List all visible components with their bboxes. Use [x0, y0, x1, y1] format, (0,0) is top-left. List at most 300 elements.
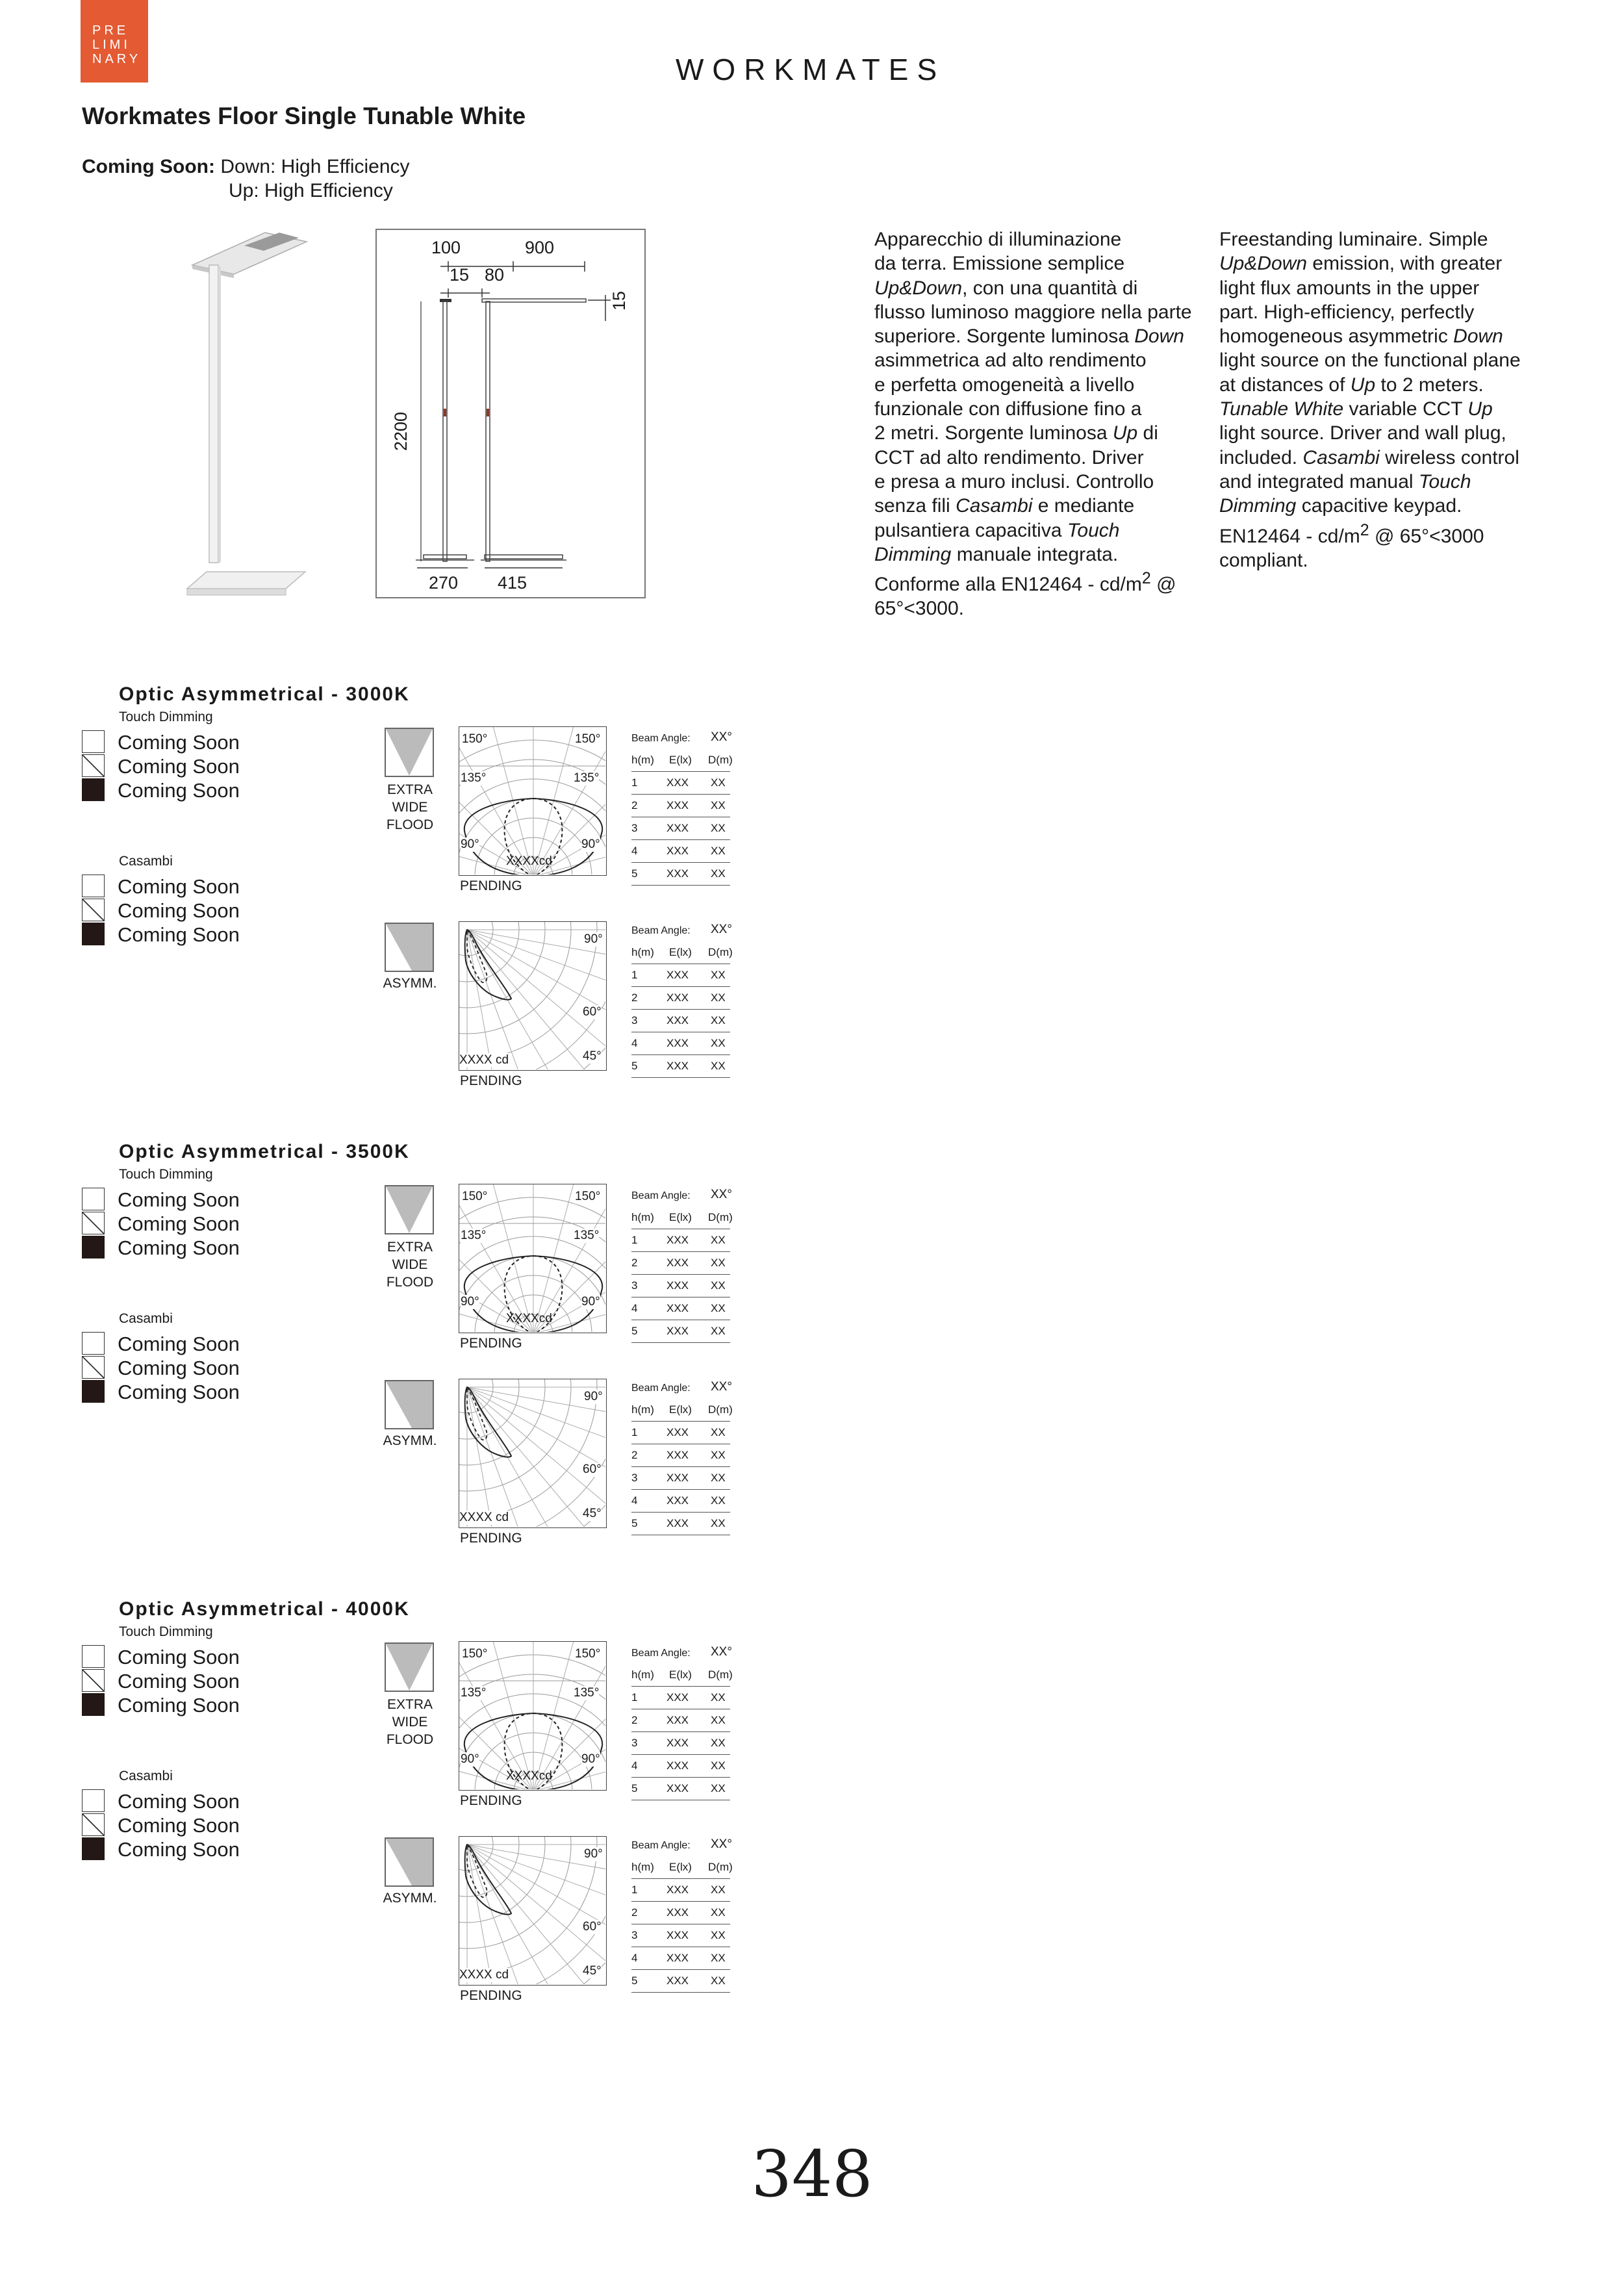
table-cell: XX: [711, 1929, 726, 1941]
description-line: Up&Down emission, with greater: [1219, 253, 1503, 275]
table-row: [631, 1466, 730, 1490]
description-line: e perfetta omogeneità a livello: [874, 374, 1135, 396]
option-checkbox: [82, 1188, 105, 1210]
option-label: Coming Soon: [118, 1212, 240, 1235]
option-label: Coming Soon: [118, 875, 240, 898]
table-header-cell: D(m): [708, 754, 733, 766]
table-cell: XX: [711, 1782, 726, 1795]
table-row: [631, 1320, 730, 1343]
table-row: [631, 1444, 730, 1467]
description-line: 65°<3000.: [874, 598, 964, 620]
polar-chart-upper: [459, 1641, 607, 1791]
product-title: Workmates Floor Single Tunable White: [82, 103, 526, 129]
polar-angle: 60°: [583, 1005, 602, 1019]
table-header-cell: D(m): [708, 1861, 733, 1873]
polar-angle: 135°: [461, 771, 487, 785]
table-cell: 3: [631, 1279, 638, 1292]
table-cell: XX: [711, 776, 726, 789]
section-title: Optic Asymmetrical - 4000K: [119, 1598, 410, 1620]
preliminary-badge: [81, 0, 148, 83]
badge-line: PRE: [92, 23, 129, 38]
table-header-cell: D(m): [708, 946, 733, 958]
polar-angle: 90°: [461, 837, 479, 851]
grid-circle: [459, 1379, 597, 1517]
option-label: Coming Soon: [118, 1236, 240, 1259]
product-image: [182, 227, 318, 604]
table-cell: 1: [631, 1691, 638, 1704]
polar-chart-upper: [459, 1184, 607, 1333]
coming-soon-label: Coming Soon:: [82, 156, 215, 177]
option-checkbox: [82, 730, 105, 753]
page-number: 348: [751, 2138, 873, 2212]
optic-icon-asymm: [385, 1380, 434, 1429]
optic-icon-shape: [386, 1186, 433, 1233]
description-line: Apparecchio di illuminazione: [874, 229, 1122, 250]
description-line: Dimming manuale integrata.: [874, 543, 1119, 565]
optic-label-line: EXTRA: [387, 782, 433, 797]
section-title: Optic Asymmetrical - 3500K: [119, 1141, 410, 1162]
option-checkbox: [82, 1693, 105, 1716]
table-header: [631, 1398, 733, 1422]
table-cell: XX: [711, 1426, 726, 1438]
dim-270: 270: [429, 573, 459, 593]
dim-415: 415: [498, 573, 527, 593]
table-cell: XX: [711, 1234, 726, 1246]
description-line: e presa a muro inclusi. Controllo: [874, 470, 1154, 492]
description-line: Conforme alla $EN12464 - cd/m^2$ @: [874, 569, 1176, 596]
beam-angle-value: XX°: [711, 1645, 732, 1659]
table-row: [631, 1924, 730, 1947]
option-row: [82, 1789, 240, 1813]
table-row: [631, 1297, 730, 1320]
table-cell: XX: [711, 1759, 726, 1772]
table-cell: XX: [711, 1906, 726, 1919]
table-cell: XX: [711, 799, 726, 811]
table-cell: XXX: [666, 1325, 689, 1337]
description-line: Up&Down, con una quantità di: [874, 277, 1138, 299]
option-row: [82, 1212, 240, 1236]
beam-angle-value: XX°: [711, 923, 732, 936]
polar-angle: 135°: [574, 771, 600, 785]
table-cell: XXX: [666, 776, 689, 789]
table-row: [631, 1878, 730, 1902]
table-cell: 4: [631, 1037, 638, 1049]
optic-label-line: FLOOD: [386, 1732, 434, 1747]
description-line: compliant.: [1219, 549, 1308, 571]
polar-angle: 90°: [584, 1847, 603, 1861]
table-cell: 4: [631, 1494, 638, 1507]
beam-angle-value: XX°: [711, 1380, 732, 1394]
option-checkbox: [82, 778, 105, 801]
table-cell: 3: [631, 822, 638, 834]
table-cell: XX: [711, 1517, 726, 1529]
table-cell: XXX: [666, 1234, 689, 1246]
optic-label-line: WIDE: [392, 1715, 428, 1730]
table-cell: 2: [631, 1257, 638, 1269]
pending-label: PENDING: [460, 1531, 522, 1546]
beam-angle-label: Beam Angle:: [631, 1383, 691, 1394]
grid-circle: [459, 922, 571, 1034]
option-checkbox: [82, 1236, 105, 1258]
beam-angle-value: XX°: [711, 730, 732, 744]
table-row: [631, 1054, 730, 1078]
dim-15b: 15: [609, 290, 629, 311]
description-line: Tunable White variable CCT Up: [1219, 398, 1493, 420]
polar-chart-lower: [459, 1836, 607, 1986]
grid-ray: [533, 1188, 605, 1332]
description-line: CCT ad alto rendimento. Driver: [874, 446, 1144, 468]
option-row: [82, 899, 240, 923]
polar-angle: 135°: [461, 1686, 487, 1700]
table-cell: XXX: [666, 867, 689, 880]
option-row: [82, 1356, 240, 1380]
table-cell: 5: [631, 1517, 638, 1529]
beam-angle-label: Beam Angle:: [631, 1190, 691, 1201]
table-cell: XX: [711, 1257, 726, 1269]
table-header-cell: h(m): [631, 754, 654, 766]
beam-table: [631, 730, 735, 886]
table-cell: XXX: [666, 1714, 689, 1726]
description-line: Freestanding luminaire. Simple: [1219, 229, 1488, 250]
table-header-cell: E(lx): [669, 1403, 692, 1416]
table-header-cell: h(m): [631, 1403, 654, 1416]
table-cell: 5: [631, 1060, 638, 1072]
table-cell: 1: [631, 1426, 638, 1438]
grid-ray: [533, 1645, 605, 1789]
polar-cd: XXXX cd: [459, 1053, 509, 1067]
dimension-drawing: [375, 229, 646, 598]
description-line: superiore. Sorgente luminosa Down: [874, 326, 1184, 348]
table-row: [631, 1421, 730, 1444]
option-label: Coming Soon: [118, 1814, 240, 1837]
table-cell: 4: [631, 1952, 638, 1964]
polar-angle: 90°: [461, 1295, 479, 1309]
table-header-cell: D(m): [708, 1403, 733, 1416]
table-cell: 2: [631, 991, 638, 1004]
optic-icon-shape: [386, 1644, 433, 1691]
table-cell: XX: [711, 1060, 726, 1072]
option-row: [82, 1837, 240, 1861]
optic-label-asymm: ASYMM.: [383, 1891, 437, 1906]
table-header-cell: D(m): [708, 1668, 733, 1681]
polar-angle: 90°: [581, 837, 600, 851]
beam-angle-label: Beam Angle:: [631, 733, 691, 744]
table-cell: XXX: [666, 1974, 689, 1987]
option-label: Coming Soon: [118, 1694, 240, 1717]
beam-table: [631, 1837, 735, 1993]
table-cell: 3: [631, 1929, 638, 1941]
optic-icon-asymm: [385, 1837, 434, 1887]
polar-angle: 60°: [583, 1920, 602, 1934]
optic-icon-extra: [385, 1185, 434, 1234]
table-row: [631, 1777, 730, 1800]
polar-cd: XXXX cd: [459, 1511, 509, 1524]
description-line: flusso luminoso maggiore nella parte: [874, 301, 1192, 323]
table-cell: 4: [631, 1759, 638, 1772]
table-cell: 5: [631, 867, 638, 880]
dim-2200: 2200: [391, 411, 411, 451]
table-cell: 3: [631, 1472, 638, 1484]
table-cell: 1: [631, 969, 638, 981]
polar-cd: XXXXcd: [506, 1312, 552, 1325]
option-checkbox: [82, 1669, 105, 1692]
table-row: [631, 794, 730, 817]
option-row: [82, 1813, 240, 1837]
option-label: Coming Soon: [118, 755, 240, 778]
option-label: Coming Soon: [118, 1670, 240, 1693]
polar-angle: 150°: [462, 1647, 488, 1661]
table-cell: XX: [711, 969, 726, 981]
table-cell: XX: [711, 1714, 726, 1726]
grid-ray: [467, 930, 505, 1069]
table-cell: 5: [631, 1974, 638, 1987]
polar-angle: 90°: [581, 1295, 600, 1309]
brand-title: WORKMATES: [676, 53, 946, 86]
grid-circle: [459, 1837, 597, 1974]
table-cell: XX: [711, 1037, 726, 1049]
option-label: Coming Soon: [118, 731, 240, 754]
pending-label: PENDING: [460, 878, 522, 893]
dim-15a: 15: [450, 265, 470, 285]
optic-label-line: WIDE: [392, 1257, 428, 1272]
polar-angle: 45°: [583, 1964, 602, 1978]
beam-angle-label: Beam Angle:: [631, 1648, 691, 1659]
casambi-label: Casambi: [119, 854, 173, 869]
badge-line: NARY: [92, 52, 142, 66]
table-row: [631, 1512, 730, 1535]
option-label: Coming Soon: [118, 923, 240, 946]
description-line: included. Casambi wireless control: [1219, 446, 1519, 468]
polar-angle: 135°: [574, 1686, 600, 1700]
polar-angle: 90°: [584, 932, 603, 946]
table-cell: 2: [631, 1714, 638, 1726]
pending-label: PENDING: [460, 1793, 522, 1808]
optic-icon-shape: [386, 924, 433, 971]
beam-angle-value: XX°: [711, 1188, 732, 1201]
table-cell: XX: [711, 1302, 726, 1314]
polar-angle: 135°: [574, 1229, 600, 1242]
table-cell: XXX: [666, 1952, 689, 1964]
table-cell: 2: [631, 1906, 638, 1919]
option-row: [82, 1236, 240, 1260]
option-checkbox: [82, 899, 105, 921]
description-line: light source. Driver and wall plug,: [1219, 422, 1506, 444]
option-row: [82, 778, 240, 802]
option-label: Coming Soon: [118, 1790, 240, 1813]
optic-label-extra: [374, 1696, 446, 1748]
polar-angle: 150°: [575, 732, 601, 746]
table-cell: XXX: [666, 969, 689, 981]
option-row: [82, 1188, 240, 1212]
description-italian: [874, 227, 1202, 621]
option-row: [82, 730, 240, 754]
option-row: [82, 923, 240, 947]
optic-icon-asymm: [385, 923, 434, 972]
table-header-cell: D(m): [708, 1211, 733, 1223]
table-row: [631, 1489, 730, 1513]
polar-angle: 45°: [583, 1507, 602, 1520]
description-line: senza fili Casambi e mediante: [874, 495, 1135, 517]
option-row: [82, 1693, 240, 1717]
optic-label-line: FLOOD: [386, 817, 434, 832]
table-header: [631, 941, 733, 964]
polar-angle: 150°: [575, 1190, 601, 1203]
description-line: asimmetrica ad alto rendimento: [874, 350, 1147, 372]
table-cell: XX: [711, 1325, 726, 1337]
description-line: light flux amounts in the upper: [1219, 277, 1480, 299]
grid-ray: [533, 730, 605, 875]
table-header-cell: E(lx): [669, 1668, 692, 1681]
optic-label-line: WIDE: [392, 800, 428, 815]
option-row: [82, 1332, 240, 1356]
touch-dimming-label: Touch Dimming: [119, 1167, 213, 1182]
table-cell: XX: [711, 1884, 726, 1896]
polar-chart-lower: [459, 1379, 607, 1528]
option-checkbox: [82, 1837, 105, 1860]
table-cell: XX: [711, 867, 726, 880]
optic-label-extra: [374, 781, 446, 834]
table-header-cell: E(lx): [669, 754, 692, 766]
polar-angle: 90°: [584, 1390, 603, 1403]
table-cell: 1: [631, 1234, 638, 1246]
option-row: [82, 1669, 240, 1693]
table-cell: XX: [711, 822, 726, 834]
table-cell: XXX: [666, 991, 689, 1004]
option-row: [82, 1380, 240, 1404]
table-row: [631, 1009, 730, 1032]
table-header-cell: h(m): [631, 946, 654, 958]
table-cell: 4: [631, 1302, 638, 1314]
casambi-label: Casambi: [119, 1769, 173, 1783]
description-line: 2 metri. Sorgente luminosa Up di: [874, 422, 1158, 444]
option-label: Coming Soon: [118, 1188, 240, 1211]
description-line: and integrated manual Touch: [1219, 470, 1471, 492]
table-header: [631, 748, 733, 772]
table-row: [631, 986, 730, 1010]
table-cell: XX: [711, 1737, 726, 1749]
table-row: [631, 771, 730, 795]
table-cell: XXX: [666, 1426, 689, 1438]
grid-circle: [459, 922, 597, 1060]
optic-label-line: FLOOD: [386, 1275, 434, 1290]
option-row: [82, 1645, 240, 1669]
coming-soon-down: Down: High Efficiency: [220, 156, 410, 177]
section-title: Optic Asymmetrical - 3000K: [119, 683, 410, 705]
table-row: [631, 1901, 730, 1924]
option-checkbox: [82, 1356, 105, 1379]
option-checkbox: [82, 1380, 105, 1403]
beam-angle-value: XX°: [711, 1837, 732, 1851]
table-cell: XXX: [666, 1302, 689, 1314]
description-line: homogeneous asymmetric Down: [1219, 326, 1503, 348]
polar-angle: 150°: [575, 1647, 601, 1661]
grid-ray: [467, 1387, 505, 1527]
table-cell: XXX: [666, 845, 689, 857]
grid-circle: [459, 1379, 571, 1491]
table-cell: XX: [711, 845, 726, 857]
polar-cd: XXXX cd: [459, 1968, 509, 1982]
table-header: [631, 1856, 733, 1879]
option-checkbox: [82, 1212, 105, 1234]
table-row: [631, 862, 730, 886]
table-header-cell: h(m): [631, 1861, 654, 1873]
option-checkbox: [82, 923, 105, 945]
badge-line: LIMI: [92, 38, 131, 52]
table-cell: XXX: [666, 1472, 689, 1484]
description-line: $EN12464 - cd/m^2$ @ 65°<3000: [1219, 520, 1484, 547]
photometric-curve: [465, 1387, 511, 1457]
option-label: Coming Soon: [118, 1333, 240, 1355]
table-cell: XX: [711, 1494, 726, 1507]
description-line: pulsantiera capacitiva Touch: [874, 519, 1120, 541]
option-label: Coming Soon: [118, 1357, 240, 1379]
grid-ray: [467, 1845, 577, 1984]
pending-label: PENDING: [460, 1073, 522, 1088]
table-cell: 3: [631, 1014, 638, 1027]
table-cell: XX: [711, 1691, 726, 1704]
option-checkbox: [82, 754, 105, 777]
option-checkbox: [82, 1645, 105, 1668]
beam-table: [631, 1380, 735, 1536]
polar-angle: 90°: [461, 1752, 479, 1766]
optic-label-line: EXTRA: [387, 1240, 433, 1255]
table-row: [631, 1969, 730, 1993]
polar-angle: 45°: [583, 1049, 602, 1063]
polar-angle: 150°: [462, 732, 488, 746]
table-cell: XXX: [666, 1279, 689, 1292]
casambi-label: Casambi: [119, 1311, 173, 1326]
description-english: [1219, 227, 1547, 572]
table-cell: XXX: [666, 1884, 689, 1896]
beam-angle-label: Beam Angle:: [631, 925, 691, 936]
optic-icon-extra: [385, 728, 434, 777]
grid-ray: [467, 1845, 505, 1984]
table-cell: 2: [631, 1449, 638, 1461]
table-cell: XXX: [666, 1494, 689, 1507]
description-line: at distances of Up to 2 meters.: [1219, 374, 1484, 396]
table-row: [631, 1686, 730, 1709]
option-label: Coming Soon: [118, 1381, 240, 1403]
table-header: [631, 1663, 733, 1687]
polar-chart-lower: [459, 921, 607, 1071]
table-row: [631, 1274, 730, 1297]
table-cell: XXX: [666, 1691, 689, 1704]
polar-cd: XXXXcd: [506, 1769, 552, 1783]
table-cell: XXX: [666, 1759, 689, 1772]
dim-900: 900: [525, 238, 555, 257]
table-cell: 4: [631, 845, 638, 857]
polar-angle: 150°: [462, 1190, 488, 1203]
dimension-lines: [377, 230, 647, 600]
pending-label: PENDING: [460, 1336, 522, 1351]
table-cell: XXX: [666, 1014, 689, 1027]
polar-angle: 135°: [461, 1229, 487, 1242]
table-row: [631, 964, 730, 987]
option-checkbox: [82, 1332, 105, 1355]
photometric-curve: [465, 930, 511, 1000]
grid-circle: [459, 1837, 571, 1948]
table-cell: XX: [711, 1279, 726, 1292]
table-cell: XXX: [666, 1257, 689, 1269]
table-cell: 3: [631, 1737, 638, 1749]
table-cell: 1: [631, 776, 638, 789]
coming-soon-info: [82, 155, 410, 203]
description-line: Dimming capacitive keypad.: [1219, 495, 1462, 517]
table-cell: 5: [631, 1325, 638, 1337]
table-cell: XX: [711, 1014, 726, 1027]
option-label: Coming Soon: [118, 899, 240, 922]
table-row: [631, 1731, 730, 1755]
